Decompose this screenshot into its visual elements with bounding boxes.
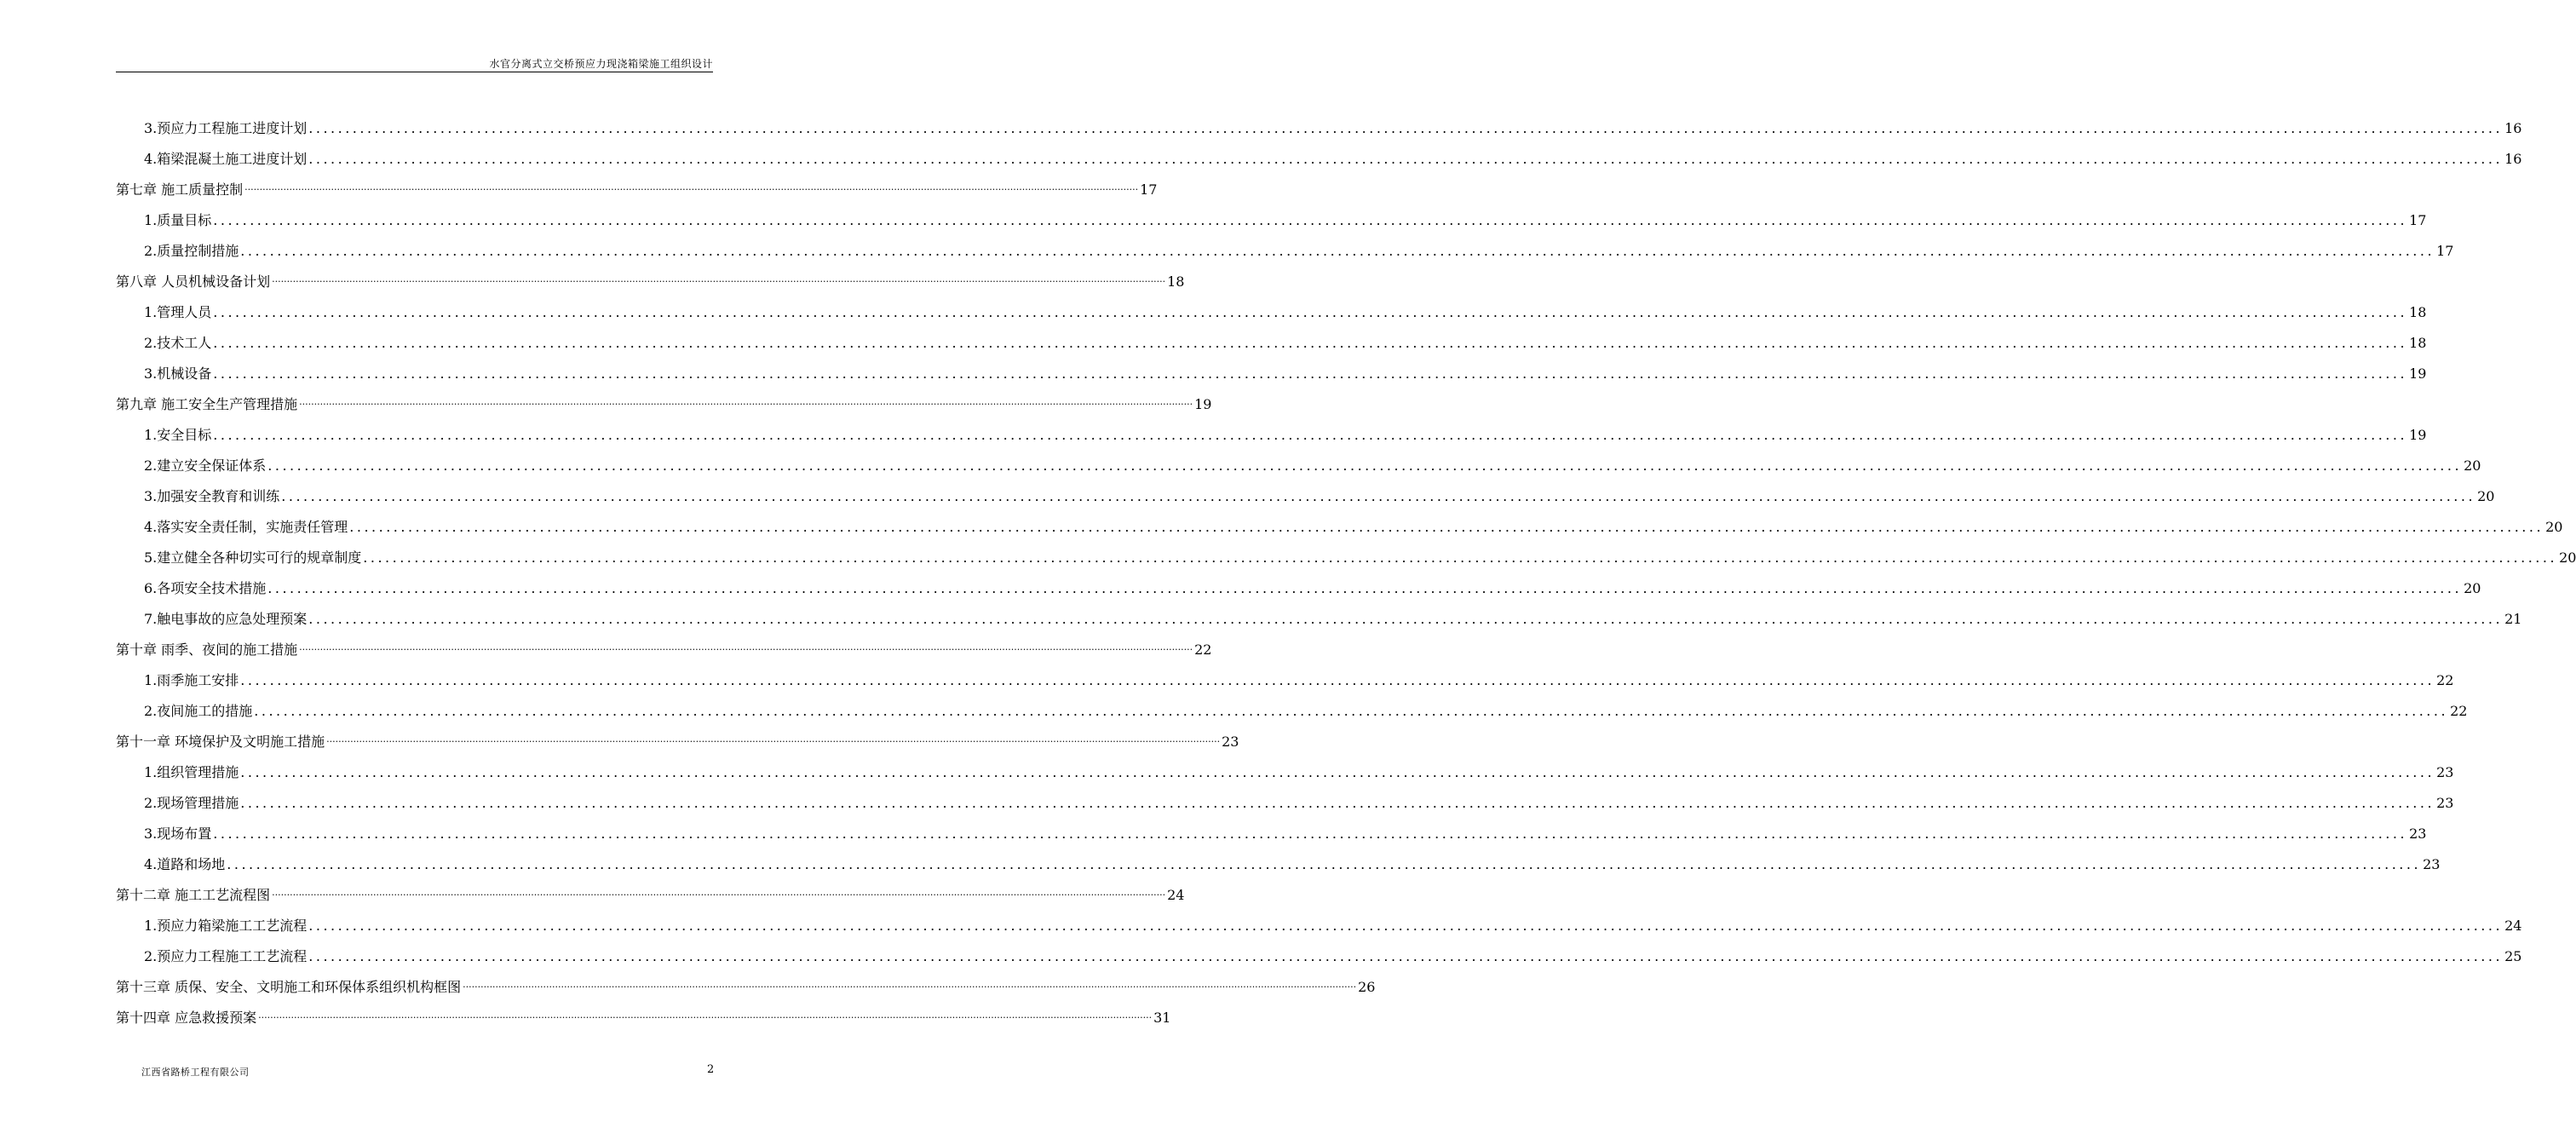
toc-entry-title: 第九章 施工安全生产管理措施: [116, 396, 298, 412]
toc-dot-leader: ............................................................................................................................................................................................................................................................................................................: [326, 734, 1221, 745]
toc-entry-title: 第十章 雨季、夜间的施工措施: [116, 642, 298, 658]
toc-entry-title: 3.机械设备: [144, 365, 212, 382]
toc-dot-leader: ............................................................................................................................................................................................................................................................................................................: [244, 181, 1139, 193]
toc-page-number: 17: [1140, 181, 1158, 198]
toc-section-entry[interactable]: [116, 328, 2427, 359]
toc-section-entry[interactable]: [116, 113, 2522, 144]
toc-chapter-entry[interactable]: [116, 635, 1212, 665]
toc-section-entry[interactable]: [116, 481, 2495, 512]
toc-page-number: 16: [2504, 151, 2522, 167]
toc-dot-leader: ............................................................................................................................................................................................................................................................................................................: [267, 457, 2463, 474]
toc-dot-leader: ............................................................................................................................................................................................................................................................................................................: [254, 703, 2449, 719]
toc-page-number: 24: [2504, 918, 2522, 934]
toc-page-number: 20: [2464, 580, 2481, 596]
toc-entry-title: 1.雨季施工安排: [144, 672, 239, 688]
toc-section-entry[interactable]: [116, 819, 2427, 849]
toc-entry-title: 4.落实安全责任制，实施责任管理: [144, 519, 348, 535]
toc-page-number: 21: [2504, 611, 2522, 627]
toc-entry-title: 7.触电事故的应急处理预案: [144, 611, 308, 627]
toc-page-number: 20: [2545, 519, 2563, 535]
toc-entry-title: 1.管理人员: [144, 304, 212, 320]
toc-entry-title: 第八章 人员机械设备计划: [116, 273, 271, 290]
toc-section-entry[interactable]: [116, 297, 2427, 328]
toc-dot-leader: ............................................................................................................................................................................................................................................................................................................: [272, 887, 1166, 898]
toc-dot-leader: ............................................................................................................................................................................................................................................................................................................: [272, 273, 1166, 285]
toc-entry-title: 3.预应力工程施工进度计划: [144, 120, 308, 136]
toc-dot-leader: ............................................................................................................................................................................................................................................................................................................: [213, 365, 2408, 382]
toc-page-number: 23: [2436, 795, 2454, 811]
toc-entry-title: 1.质量目标: [144, 212, 212, 228]
toc-section-entry[interactable]: [116, 512, 2563, 543]
toc-dot-leader: ............................................................................................................................................................................................................................................................................................................: [308, 918, 2504, 934]
toc-page-number: 17: [2409, 212, 2427, 228]
toc-section-entry[interactable]: [116, 757, 2454, 788]
toc-entry-title: 第七章 施工质量控制: [116, 181, 244, 198]
toc-page-number: 18: [1167, 273, 1185, 290]
toc-entry-title: 3.加强安全教育和训练: [144, 488, 280, 504]
toc-section-entry[interactable]: [116, 205, 2427, 236]
toc-entry-title: 4.箱梁混凝土施工进度计划: [144, 151, 308, 167]
toc-dot-leader: ............................................................................................................................................................................................................................................................................................................: [349, 519, 2544, 535]
toc-entry-title: 1.组织管理措施: [144, 764, 239, 780]
toc-section-entry[interactable]: [116, 665, 2454, 696]
toc-dot-leader: ............................................................................................................................................................................................................................................................................................................: [213, 826, 2408, 842]
toc-section-entry[interactable]: [116, 604, 2522, 635]
toc-section-entry[interactable]: [116, 420, 2427, 451]
toc-page-number: 22: [1194, 642, 1212, 658]
toc-page-number: 18: [2409, 335, 2427, 351]
toc-dot-leader: ............................................................................................................................................................................................................................................................................................................: [227, 856, 2422, 872]
toc-dot-leader: ............................................................................................................................................................................................................................................................................................................: [213, 335, 2408, 351]
toc-dot-leader: ............................................................................................................................................................................................................................................................................................................: [213, 427, 2408, 443]
table-of-contents: [116, 113, 2576, 1033]
toc-page-number: 19: [2409, 427, 2427, 443]
toc-dot-leader: ............................................................................................................................................................................................................................................................................................................: [308, 948, 2504, 964]
toc-entry-title: 2.夜间施工的措施: [144, 703, 253, 719]
footer-company-name: 江西省路桥工程有限公司: [141, 1067, 250, 1078]
toc-entry-title: 4.道路和场地: [144, 856, 226, 872]
toc-page-number: 23: [2436, 764, 2454, 780]
toc-chapter-entry[interactable]: [116, 880, 1185, 911]
toc-section-entry[interactable]: [116, 144, 2522, 175]
toc-page-number: 20: [2559, 549, 2576, 566]
running-header-title: 水官分离式立交桥预应力现浇箱梁施工组织设计: [489, 58, 713, 70]
toc-entry-title: 2.预应力工程施工工艺流程: [144, 948, 308, 964]
toc-page-number: 18: [2409, 304, 2427, 320]
toc-chapter-entry[interactable]: [116, 389, 1212, 420]
toc-entry-title: 1.预应力箱梁施工工艺流程: [144, 918, 308, 934]
toc-dot-leader: ............................................................................................................................................................................................................................................................................................................: [463, 979, 1357, 990]
toc-page-number: 31: [1153, 1010, 1171, 1026]
toc-chapter-entry[interactable]: [116, 727, 1239, 757]
toc-section-entry[interactable]: [116, 911, 2522, 941]
toc-entry-title: 第十三章 质保、安全、文明施工和环保体系组织机构框图: [116, 979, 462, 995]
toc-page-number: 19: [1194, 396, 1212, 412]
toc-dot-leader: ............................................................................................................................................................................................................................................................................................................: [281, 488, 2476, 504]
toc-page-number: 22: [2450, 703, 2468, 719]
toc-page-number: 23: [2409, 826, 2427, 842]
toc-entry-title: 2.建立安全保证体系: [144, 457, 267, 474]
toc-section-entry[interactable]: [116, 236, 2454, 267]
toc-section-entry[interactable]: [116, 543, 2576, 573]
toc-entry-title: 6.各项安全技术措施: [144, 580, 267, 596]
footer-page-number: 2: [707, 1063, 715, 1076]
toc-dot-leader: ............................................................................................................................................................................................................................................................................................................: [299, 396, 1193, 407]
toc-page-number: 22: [2436, 672, 2454, 688]
toc-page-number: 25: [2504, 948, 2522, 964]
toc-chapter-entry[interactable]: [116, 175, 1158, 205]
toc-page-number: 17: [2436, 243, 2454, 259]
toc-section-entry[interactable]: [116, 451, 2481, 481]
toc-dot-leader: ............................................................................................................................................................................................................................................................................................................: [299, 642, 1193, 653]
toc-page-number: 20: [2477, 488, 2495, 504]
toc-dot-leader: ............................................................................................................................................................................................................................................................................................................: [267, 580, 2463, 596]
toc-section-entry[interactable]: [116, 788, 2454, 819]
toc-section-entry[interactable]: [116, 849, 2441, 880]
toc-dot-leader: ............................................................................................................................................................................................................................................................................................................: [240, 243, 2435, 259]
toc-page-number: 23: [1222, 734, 1239, 750]
toc-entry-title: 5.建立健全各种切实可行的规章制度: [144, 549, 362, 566]
toc-section-entry[interactable]: [116, 573, 2481, 604]
toc-chapter-entry[interactable]: [116, 972, 1376, 1003]
toc-dot-leader: ............................................................................................................................................................................................................................................................................................................: [308, 120, 2504, 136]
toc-section-entry[interactable]: [116, 696, 2468, 727]
toc-page-number: 20: [2464, 457, 2481, 474]
toc-dot-leader: ............................................................................................................................................................................................................................................................................................................: [258, 1010, 1153, 1021]
toc-entry-title: 1.安全目标: [144, 427, 212, 443]
toc-entry-title: 第十二章 施工工艺流程图: [116, 887, 271, 903]
toc-chapter-entry[interactable]: [116, 267, 1185, 297]
toc-section-entry[interactable]: [116, 359, 2427, 389]
toc-dot-leader: ............................................................................................................................................................................................................................................................................................................: [308, 151, 2504, 167]
toc-dot-leader: ............................................................................................................................................................................................................................................................................................................: [308, 611, 2504, 627]
toc-entry-title: 3.现场布置: [144, 826, 212, 842]
toc-page-number: 19: [2409, 365, 2427, 382]
toc-section-entry[interactable]: [116, 941, 2522, 972]
toc-dot-leader: ............................................................................................................................................................................................................................................................................................................: [213, 212, 2408, 228]
toc-page-number: 16: [2504, 120, 2522, 136]
toc-page-number: 23: [2423, 856, 2441, 872]
toc-dot-leader: ............................................................................................................................................................................................................................................................................................................: [240, 672, 2435, 688]
toc-dot-leader: ............................................................................................................................................................................................................................................................................................................: [240, 795, 2435, 811]
toc-page-number: 26: [1358, 979, 1376, 995]
toc-entry-title: 2.质量控制措施: [144, 243, 239, 259]
toc-entry-title: 2.现场管理措施: [144, 795, 239, 811]
toc-chapter-entry[interactable]: [116, 1003, 1171, 1033]
toc-entry-title: 2.技术工人: [144, 335, 212, 351]
toc-dot-leader: ............................................................................................................................................................................................................................................................................................................: [240, 764, 2435, 780]
toc-entry-title: 第十四章 应急救援预案: [116, 1010, 257, 1026]
toc-entry-title: 第十一章 环境保护及文明施工措施: [116, 734, 325, 750]
toc-dot-leader: ............................................................................................................................................................................................................................................................................................................: [213, 304, 2408, 320]
toc-page-number: 24: [1167, 887, 1185, 903]
toc-dot-leader: ............................................................................................................................................................................................................................................................................................................: [363, 549, 2558, 566]
